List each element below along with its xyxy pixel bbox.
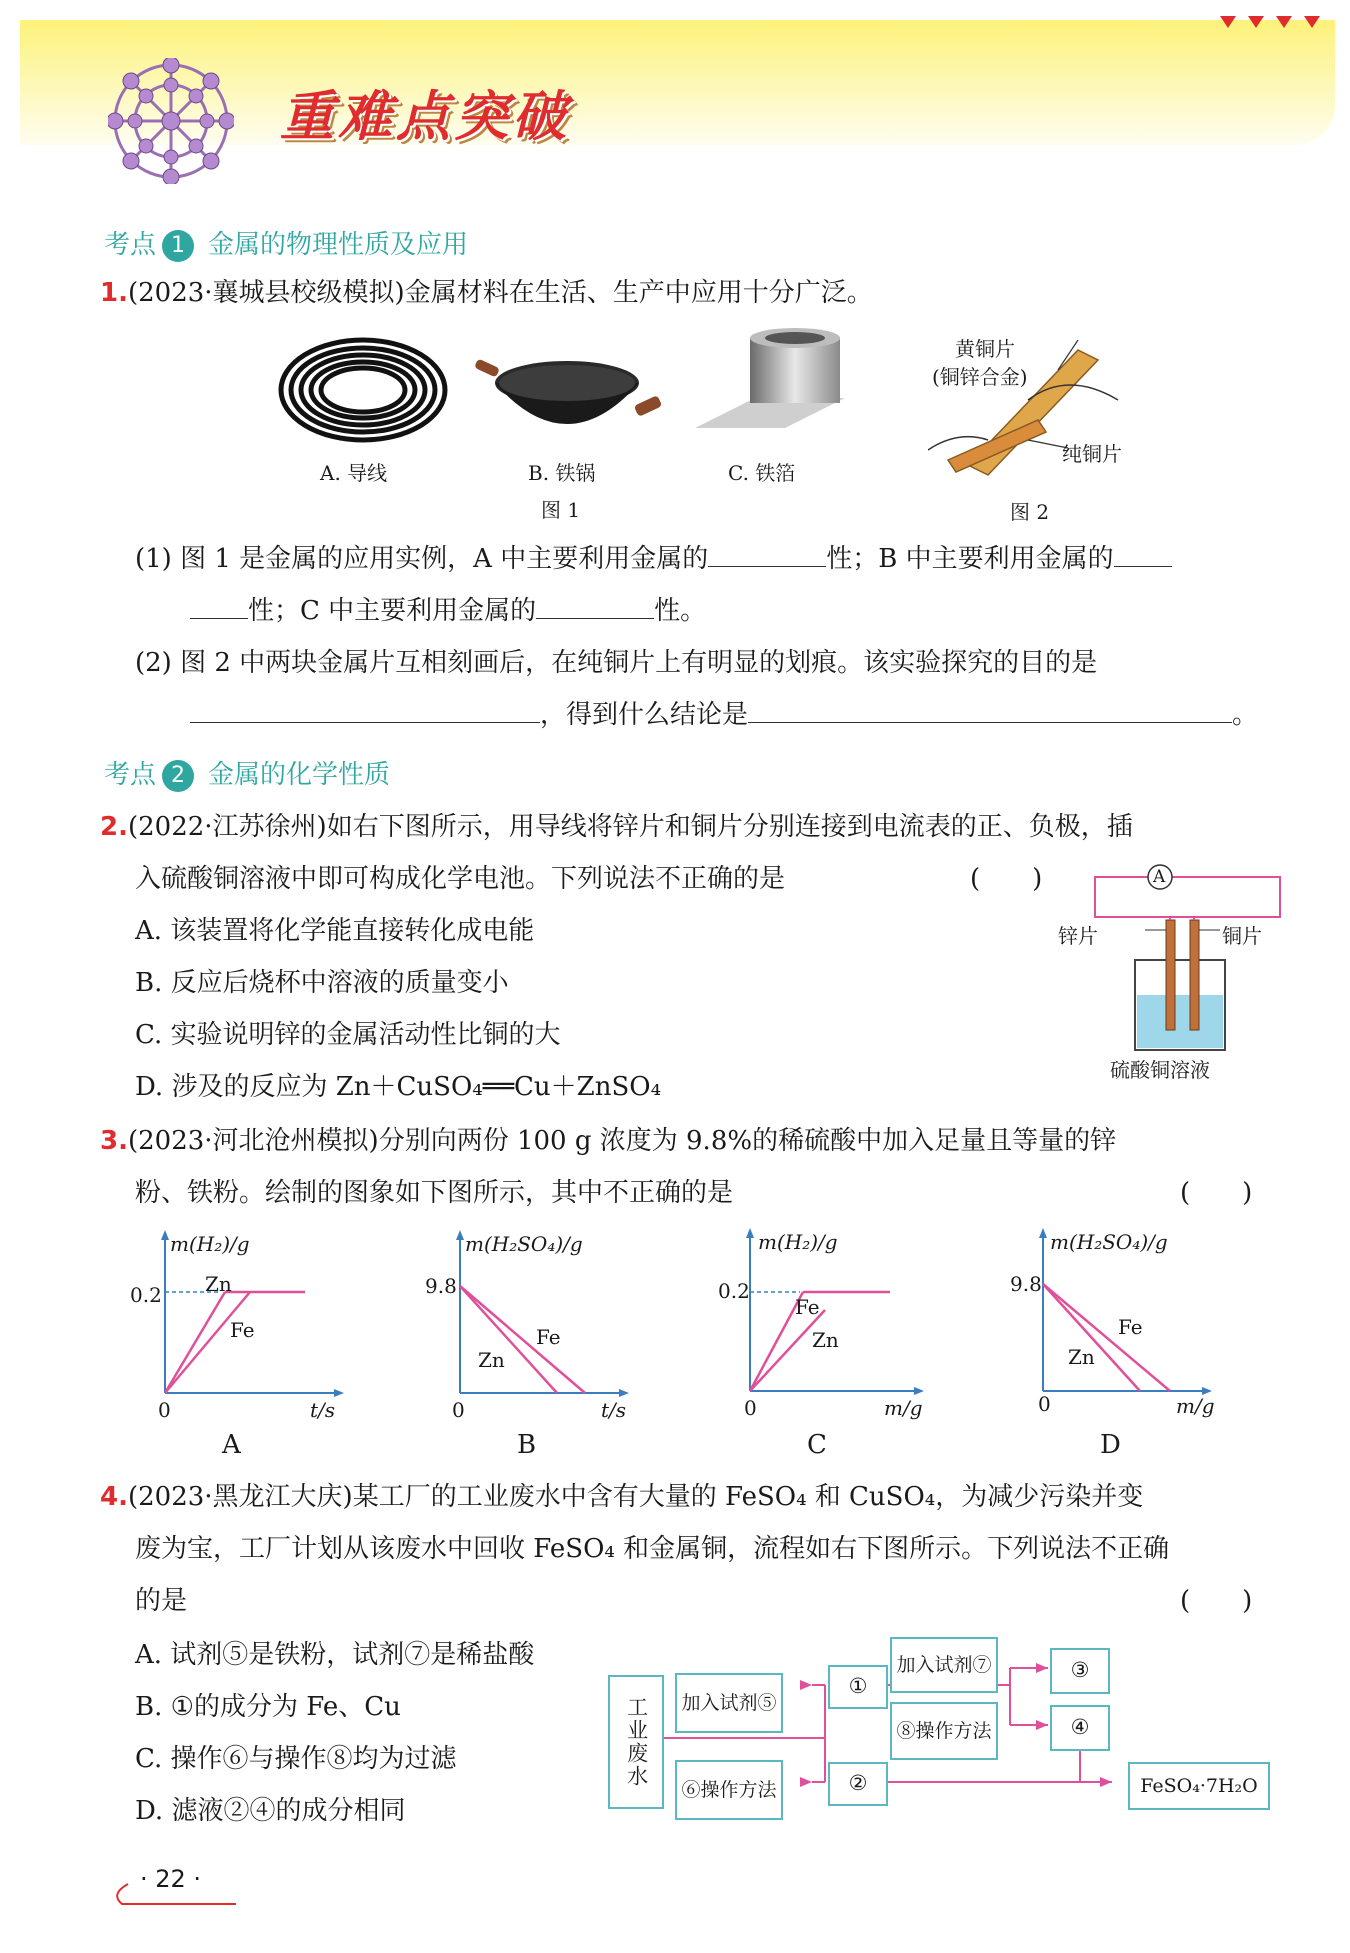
q2-line2: 入硫酸铜溶液中即可构成化学电池。下列说法不正确的是 <box>135 864 786 894</box>
fig1-label-a: A. 导线 <box>320 461 388 485</box>
answer-blank[interactable] <box>190 618 248 619</box>
graph-b-origin: 0 <box>452 1398 465 1422</box>
q3-answer-paren[interactable]: ( ) <box>1180 1178 1253 1208</box>
fig1-caption: 图 1 <box>541 498 581 522</box>
molecule-logo-icon <box>108 58 234 184</box>
flow-start-box: 工业废水 <box>608 1675 664 1809</box>
fig1-label-c: C. 铁箔 <box>728 461 796 485</box>
q4-option-c[interactable]: C. 操作⑥与操作⑧均为过滤 <box>135 1744 457 1774</box>
q1-part2-line1: (2) 图 2 中两块金属片互相刻画后，在纯铜片上有明显的划痕。该实验探究的目的是 <box>135 648 1098 678</box>
wok-image <box>475 345 665 440</box>
graph-c-l1: Fe <box>795 1295 820 1319</box>
q1-part1-line1: (1) 图 1 是金属的应用实例，A 中主要利用金属的 性；B 中主要利用金属的 <box>135 546 1172 572</box>
q4-option-a[interactable]: A. 试剂⑤是铁粉，试剂⑦是稀盐酸 <box>135 1640 535 1670</box>
graph-b-l2: Fe <box>536 1325 561 1349</box>
q1-part2-line2: ，得到什么结论是 。 <box>190 702 1258 728</box>
fig1-label-b: B. 铁锅 <box>528 461 596 485</box>
q2-line1: 2.(2022·江苏徐州)如右下图所示，用导线将锌片和铜片分别连接到电流表的正、负极，插 <box>100 812 1133 842</box>
graph-c-letter: C <box>807 1430 827 1460</box>
battery-diagram <box>1050 855 1290 1085</box>
topic-1-heading: 考点 1 金属的物理性质及应用 <box>104 230 469 260</box>
flow-operation8-box: ⑧操作方法 <box>890 1702 998 1760</box>
page-number: · 22 · <box>140 1865 202 1893</box>
graph-d-l1: Zn <box>1068 1345 1095 1369</box>
graph-a-yval: 0.2 <box>130 1283 162 1307</box>
graph-a-letter: A <box>222 1430 241 1460</box>
q4-option-b[interactable]: B. ①的成分为 Fe、Cu <box>135 1692 401 1722</box>
flow-reagent5-box: 加入试剂⑤ <box>675 1673 783 1733</box>
answer-blank[interactable] <box>1114 566 1172 567</box>
ammeter-label: A <box>1153 867 1166 887</box>
graph-d-letter: D <box>1100 1430 1121 1460</box>
graph-a-origin: 0 <box>158 1398 171 1422</box>
foil-roll-image <box>695 328 855 438</box>
answer-blank[interactable] <box>748 722 1232 723</box>
graph-a-ylabel: m(H₂)/g <box>170 1232 250 1256</box>
solution-label: 硫酸铜溶液 <box>1110 1058 1210 1082</box>
answer-blank[interactable] <box>708 566 826 567</box>
graph-a-l2: Fe <box>230 1318 255 1342</box>
q4-line2: 废为宝，工厂计划从该废水中回收 FeSO₄ 和金属铜，流程如右下图所示。下列说法不正确 <box>135 1534 1170 1564</box>
graph-b-ylabel: m(H₂SO₄)/g <box>465 1232 583 1256</box>
fig2-label-brass: 黄铜片 <box>955 337 1015 361</box>
q4-option-d[interactable]: D. 滤液②④的成分相同 <box>135 1796 406 1826</box>
q4-line1: 4.(2023·黑龙江大庆)某工厂的工业废水中含有大量的 FeSO₄ 和 CuSO₄，为减少污染并变 <box>100 1482 1144 1512</box>
graph-c-xlabel: m/g <box>884 1396 923 1420</box>
graph-d-l2: Fe <box>1118 1315 1143 1339</box>
copper-label: 铜片 <box>1222 924 1262 948</box>
graph-c-l2: Zn <box>812 1328 839 1352</box>
answer-blank[interactable] <box>536 618 654 619</box>
q2-option-d[interactable]: D. 涉及的反应为 Zn＋CuSO₄══Cu＋ZnSO₄ <box>135 1072 662 1102</box>
page-title: 重难点突破 <box>280 85 570 148</box>
graph-d-xlabel: m/g <box>1176 1394 1215 1418</box>
wire-coil-image <box>275 335 450 450</box>
graph-d-origin: 0 <box>1038 1392 1051 1416</box>
q2-option-a[interactable]: A. 该装置将化学能直接转化成电能 <box>135 916 535 946</box>
fig2-label-copper: 纯铜片 <box>1062 442 1122 466</box>
fig2-label-alloy: (铜锌合金) <box>932 365 1028 389</box>
q4-answer-paren[interactable]: ( ) <box>1180 1586 1253 1616</box>
graph-d-yval: 9.8 <box>1010 1272 1042 1296</box>
q3-line1: 3.(2023·河北沧州模拟)分别向两份 100 g 浓度为 9.8%的稀硫酸中加入足量且等量的锌 <box>100 1126 1117 1156</box>
graph-b-xlabel: t/s <box>601 1398 627 1422</box>
q1-stem: 1.(2023·襄城县校级模拟)金属材料在生活、生产中应用十分广泛。 <box>100 278 873 308</box>
q3-line2: 粉、铁粉。绘制的图象如下图所示，其中不正确的是 <box>135 1178 734 1208</box>
graph-d-ylabel: m(H₂SO₄)/g <box>1050 1230 1168 1254</box>
flow-node2-box: ② <box>828 1762 888 1806</box>
flow-node1-box: ① <box>828 1665 888 1709</box>
graph-b-yval: 9.8 <box>425 1274 457 1298</box>
q2-answer-paren[interactable]: ( ) <box>970 864 1043 894</box>
graph-c-origin: 0 <box>744 1396 757 1420</box>
zinc-label: 锌片 <box>1058 924 1098 948</box>
flow-product-box: FeSO₄·7H₂O <box>1128 1762 1270 1810</box>
graph-b-letter: B <box>517 1430 537 1460</box>
topic-2-heading: 考点 2 金属的化学性质 <box>104 760 391 790</box>
q2-option-c[interactable]: C. 实验说明锌的金属活动性比铜的大 <box>135 1020 561 1050</box>
flow-operation6-box: ⑥操作方法 <box>675 1760 783 1820</box>
flow-reagent7-box: 加入试剂⑦ <box>890 1637 998 1693</box>
flow-node4-box: ④ <box>1050 1705 1110 1751</box>
q4-line3: 的是 <box>135 1586 188 1616</box>
flow-node3-box: ③ <box>1050 1648 1110 1694</box>
fig2-caption: 图 2 <box>1010 500 1050 524</box>
q1-part1-line2: 性；C 中主要利用金属的 性。 <box>190 598 706 624</box>
graph-a-xlabel: t/s <box>310 1398 336 1422</box>
graph-c-yval: 0.2 <box>718 1279 750 1303</box>
header-red-triangles <box>1220 16 1340 32</box>
graph-c-ylabel: m(H₂)/g <box>758 1230 838 1254</box>
q2-option-b[interactable]: B. 反应后烧杯中溶液的质量变小 <box>135 968 509 998</box>
answer-blank[interactable] <box>190 722 540 723</box>
graph-b-l1: Zn <box>478 1348 505 1372</box>
graph-a-l1: Zn <box>205 1272 232 1296</box>
